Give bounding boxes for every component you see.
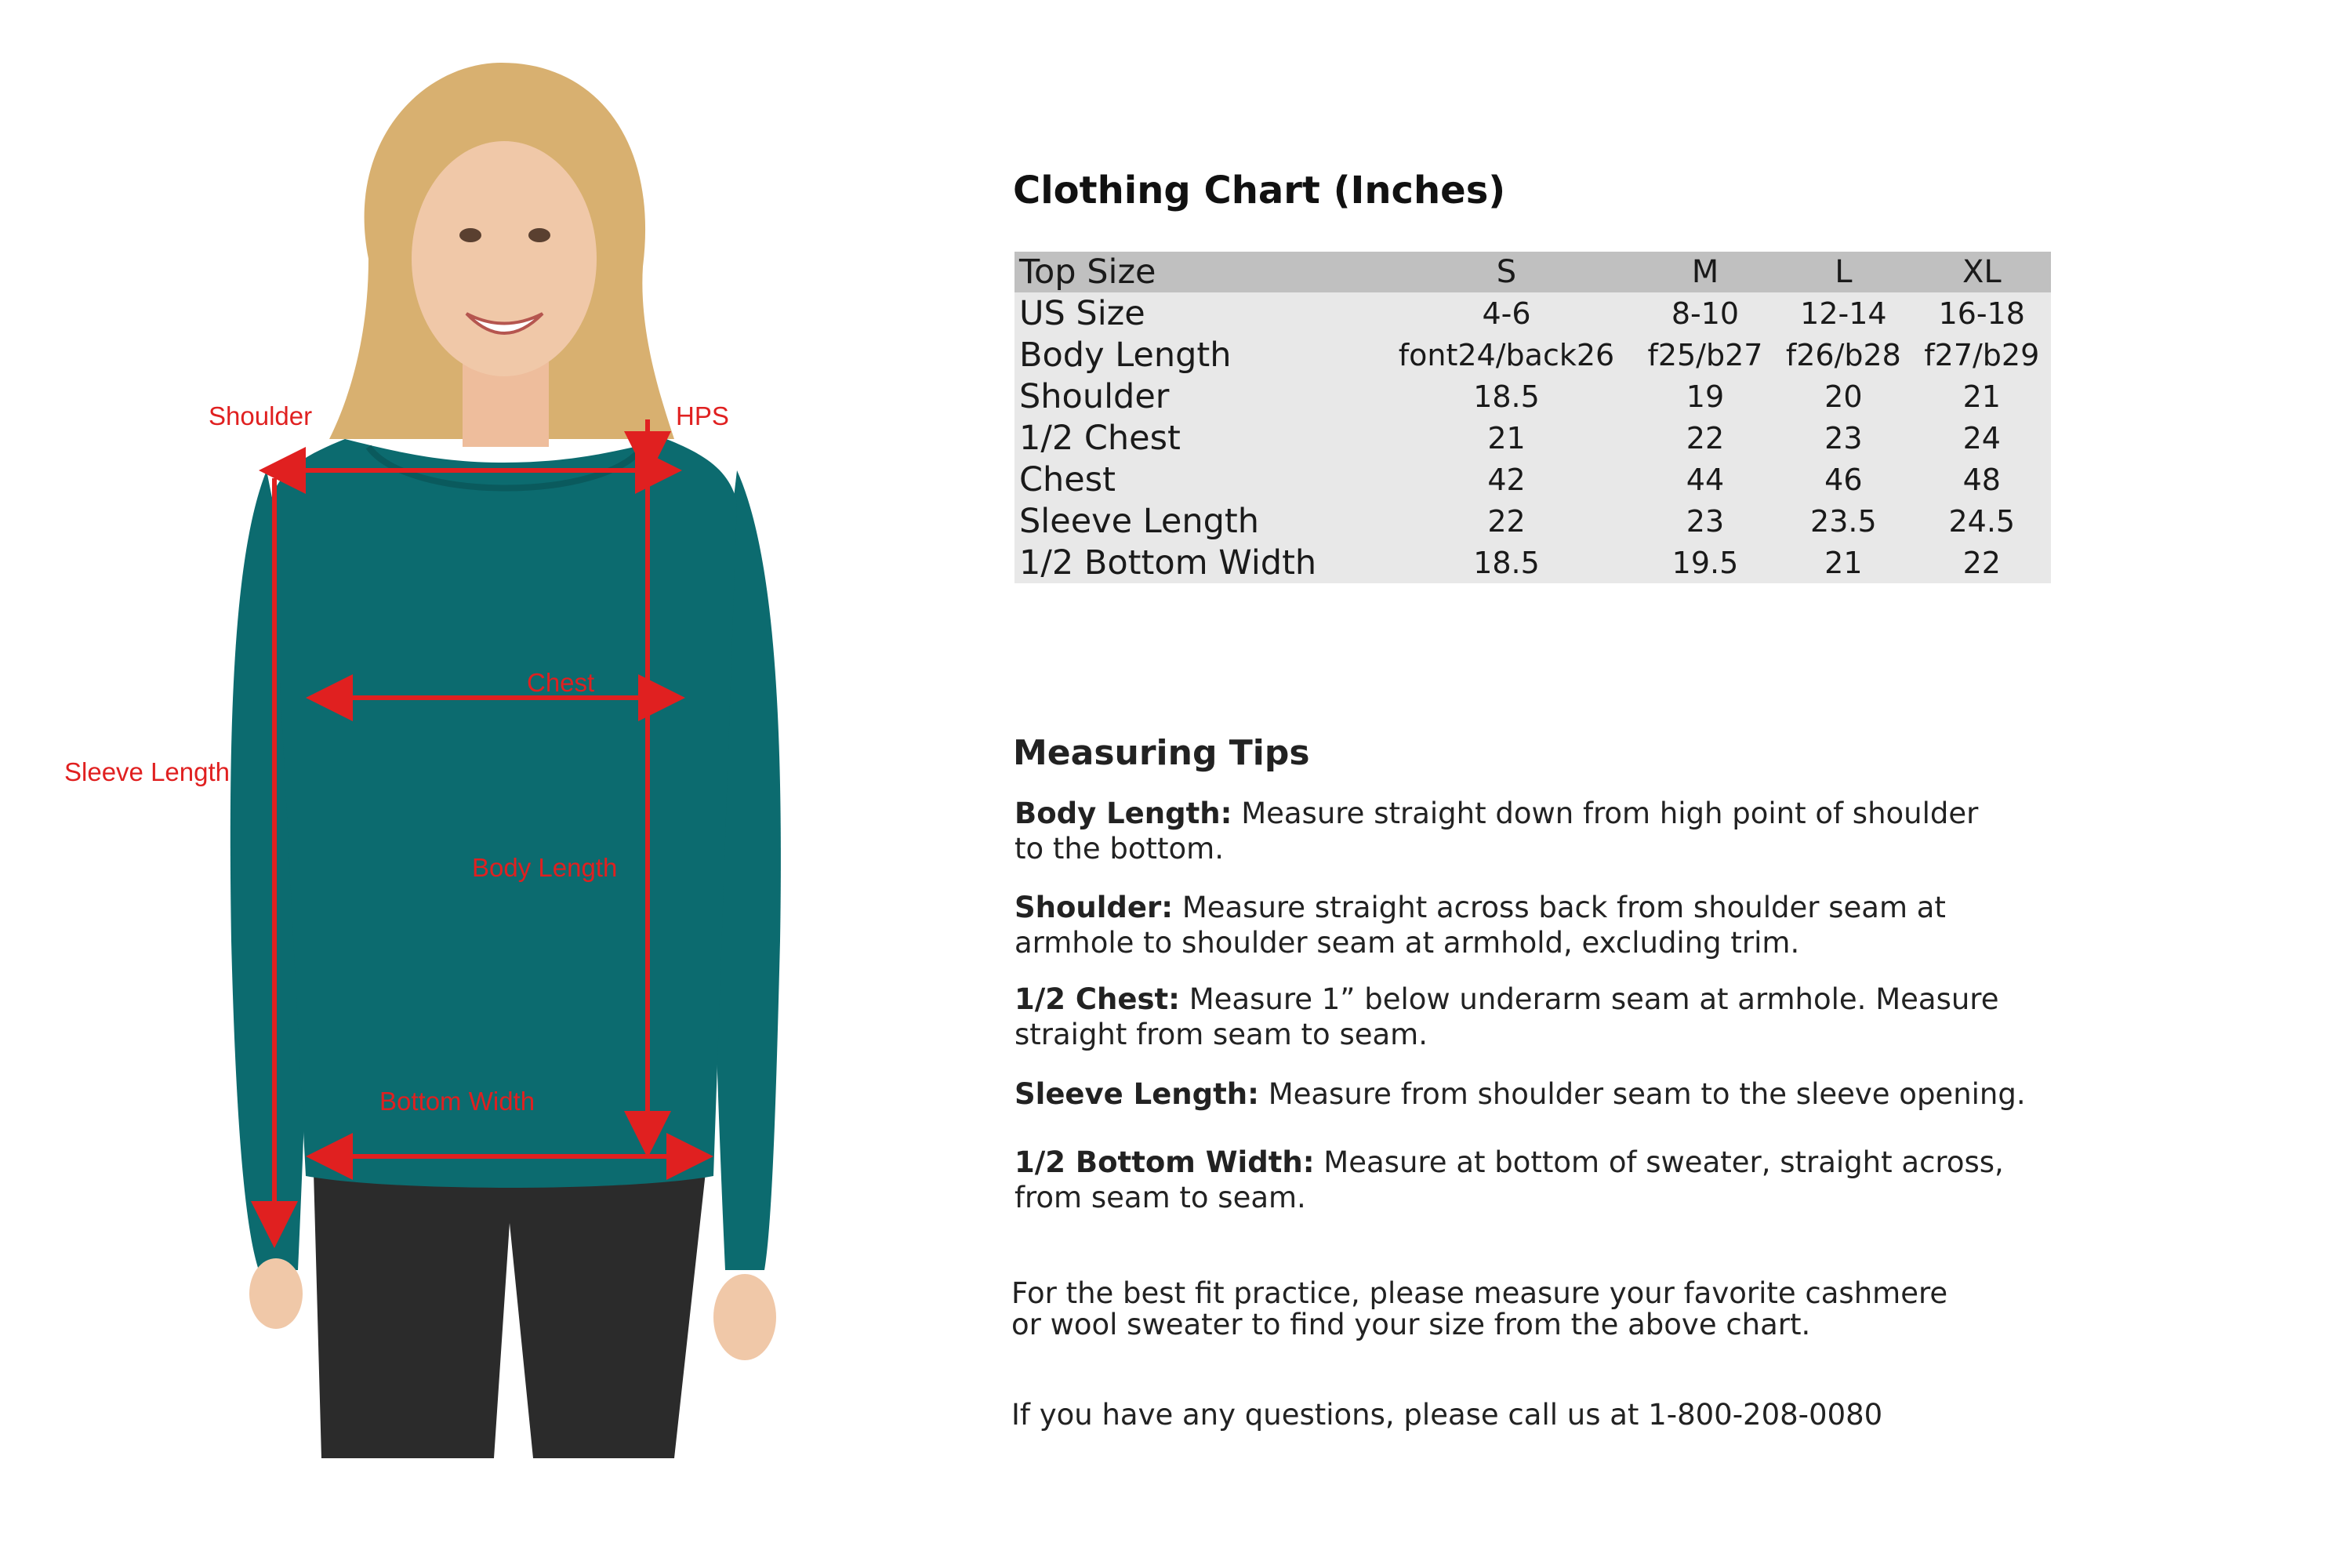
size-value-cell: 18.5 xyxy=(1473,545,1540,580)
label-sleeve-length: Sleeve Length xyxy=(64,757,230,786)
size-value-cell: 16-18 xyxy=(1938,296,2025,331)
chart-title: Clothing Chart (Inches) xyxy=(1013,169,1506,212)
contact-note: If you have any questions, please call us at 1-800-208-0080 xyxy=(1011,1398,1883,1432)
header-cell: XL xyxy=(1913,252,2051,292)
header-cell: S xyxy=(1377,252,1636,292)
size-value-cell: 4-6 xyxy=(1482,296,1531,331)
tip-term: Body Length: xyxy=(1014,797,1232,830)
size-value-cell: 24 xyxy=(1962,420,2001,456)
tip-term: 1/2 Chest: xyxy=(1014,982,1180,1016)
row-label-cell: Sleeve Length xyxy=(1019,501,1260,541)
tip-shoulder xyxy=(1014,890,1987,960)
size-value-cell: f27/b29 xyxy=(1924,337,2040,372)
size-value-cell: 21 xyxy=(1824,545,1863,580)
size-value-cell: 46 xyxy=(1824,462,1863,497)
size-value-cell: 42 xyxy=(1487,462,1526,497)
table-row xyxy=(1014,376,2051,417)
header-cell: L xyxy=(1774,252,1912,292)
tip-text: Measure 1” below underarm seam at armhole. Measure straight from seam to seam. xyxy=(1014,982,1999,1051)
size-value-cell: 22 xyxy=(1487,503,1526,539)
tip-term: Sleeve Length: xyxy=(1014,1077,1259,1111)
tip-text: Measure straight across back from shoulder seam at armhole to shoulder seam at armhold, excluding trim. xyxy=(1014,891,1946,960)
label-body-length: Body Length xyxy=(472,853,618,882)
size-value-cell: 21 xyxy=(1962,379,2001,414)
sweater-model-diagram xyxy=(0,0,862,1490)
size-value-cell: 22 xyxy=(1962,545,2001,580)
size-value-cell: 8-10 xyxy=(1671,296,1740,331)
table-row xyxy=(1014,292,2051,334)
tip-body-length xyxy=(1014,796,2002,866)
table-row xyxy=(1014,542,2051,583)
row-label-cell: Body Length xyxy=(1019,335,1232,375)
tip-sleeve-length xyxy=(1014,1076,2049,1112)
size-value-cell: 18.5 xyxy=(1473,379,1540,414)
tip-half-chest xyxy=(1014,982,2026,1052)
row-label-cell: Shoulder xyxy=(1019,376,1170,416)
table-row xyxy=(1014,459,2051,500)
size-value-cell: 23 xyxy=(1686,503,1725,539)
tip-text: Measure from shoulder seam to the sleeve opening. xyxy=(1258,1077,2026,1111)
row-label-cell: Chest xyxy=(1019,459,1116,499)
size-chart-table xyxy=(1014,252,2051,583)
row-label-cell: 1/2 Bottom Width xyxy=(1019,543,1317,583)
header-cell: Top Size xyxy=(1014,252,1377,292)
tip-text: Measure straight down from high point of shoulder to the bottom. xyxy=(1014,797,1979,866)
table-row xyxy=(1014,500,2051,542)
size-value-cell: 21 xyxy=(1487,420,1526,456)
size-value-cell: f25/b27 xyxy=(1647,337,1763,372)
table-header-row xyxy=(1014,252,2051,292)
label-bottom-width: Bottom Width xyxy=(379,1087,535,1116)
size-value-cell: 24.5 xyxy=(1948,503,2016,539)
size-value-cell: 22 xyxy=(1686,420,1725,456)
size-value-cell: 23 xyxy=(1824,420,1863,456)
size-value-cell: 23.5 xyxy=(1810,503,1877,539)
size-value-cell: 19 xyxy=(1686,379,1725,414)
size-value-cell: 48 xyxy=(1962,462,2001,497)
size-value-cell: 20 xyxy=(1824,379,1863,414)
label-chest: Chest xyxy=(527,668,595,697)
fit-note: For the best fit practice, please measure your favorite cashmere or wool sweater to find your size from the above chart. xyxy=(1011,1276,1948,1341)
size-value-cell: 44 xyxy=(1686,462,1725,497)
table-row xyxy=(1014,334,2051,376)
tip-term: 1/2 Bottom Width: xyxy=(1014,1145,1315,1179)
label-hps: HPS xyxy=(676,401,729,430)
row-label-cell: 1/2 Chest xyxy=(1019,418,1181,458)
tip-half-bottom-width xyxy=(1014,1145,2026,1215)
face xyxy=(412,141,597,376)
tip-term: Shoulder: xyxy=(1014,891,1174,924)
row-label-cell: US Size xyxy=(1019,293,1145,333)
sweater-body xyxy=(270,439,737,1188)
tips-title: Measuring Tips xyxy=(1013,733,1310,773)
size-value-cell: f26/b28 xyxy=(1785,337,1901,372)
pants xyxy=(314,1172,706,1458)
table-row xyxy=(1014,417,2051,459)
tip-text: Measure at bottom of sweater, straight across, from seam to seam. xyxy=(1014,1145,2004,1214)
header-cell: M xyxy=(1636,252,1774,292)
size-value-cell: 12-14 xyxy=(1800,296,1887,331)
size-value-cell: font24/back26 xyxy=(1398,337,1615,372)
size-value-cell: 19.5 xyxy=(1671,545,1739,580)
label-shoulder: Shoulder xyxy=(209,401,313,430)
